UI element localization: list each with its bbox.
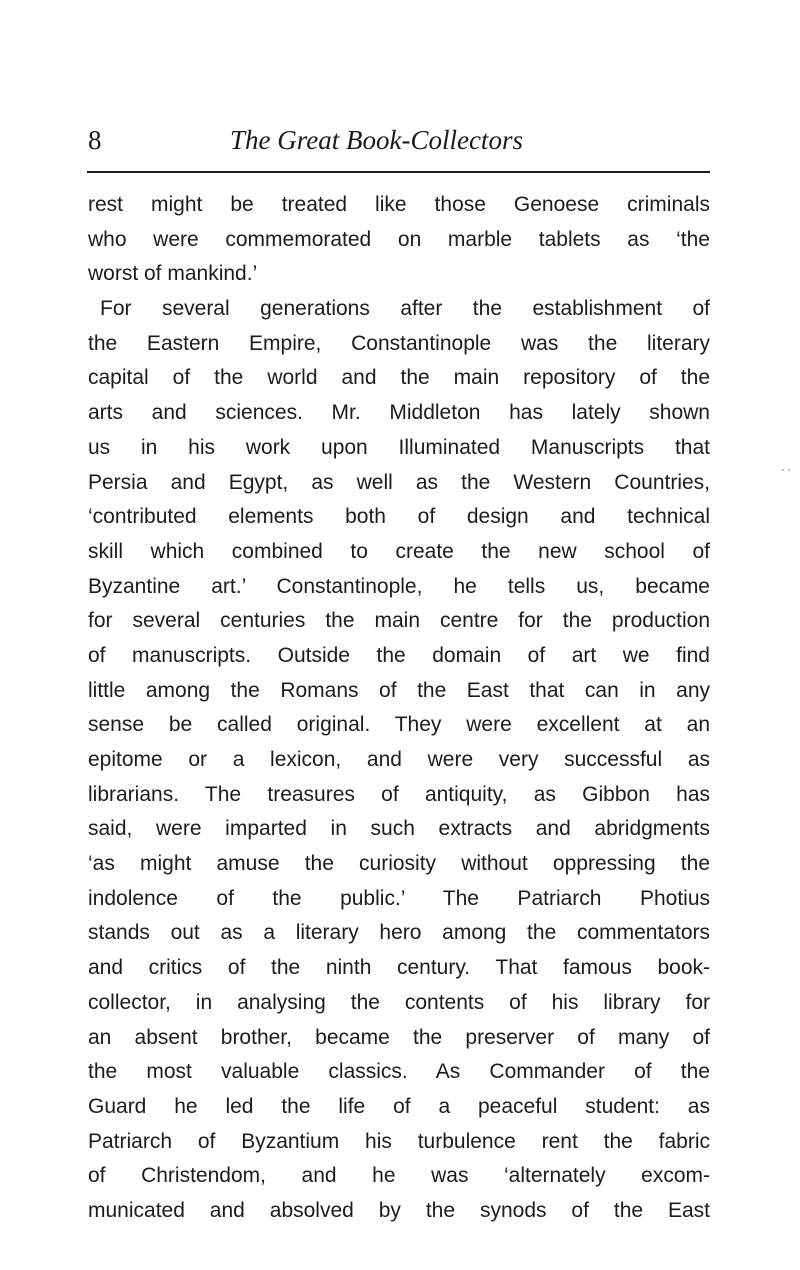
text-line: collector, in analysing the contents of his library for bbox=[88, 990, 710, 1014]
page-header bbox=[88, 122, 718, 162]
text-line: ‘as might amuse the curiosity without oppressing the bbox=[88, 852, 710, 876]
running-title: The Great Book-Collectors bbox=[230, 125, 523, 155]
text-line: the most valuable classics. As Commander of the bbox=[88, 1060, 710, 1084]
text-line: for several centuries the main centre for the production bbox=[88, 609, 710, 633]
text-line: Patriarch of Byzantium his turbulence rent the fabric bbox=[88, 1129, 710, 1153]
text-line: little among the Romans of the East that can in any bbox=[88, 678, 710, 702]
page-number: 8 bbox=[88, 125, 102, 155]
text-line: of Christendom, and he was ‘alternately excom- bbox=[88, 1164, 710, 1188]
text-line: stands out as a literary hero among the commentators bbox=[88, 921, 710, 945]
text-line: For several generations after the establishment of bbox=[100, 297, 710, 321]
text-line: Byzantine art.’ Constantinople, he tells us, became bbox=[88, 574, 710, 598]
header-rule bbox=[87, 171, 710, 173]
text-line: and critics of the ninth century. That famous book- bbox=[88, 956, 710, 980]
text-line: arts and sciences. Mr. Middleton has lately shown bbox=[88, 401, 710, 425]
text-line: Guard he led the life of a peaceful student: as bbox=[88, 1094, 710, 1118]
text-line: an absent brother, became the preserver of many of bbox=[88, 1025, 710, 1049]
body-text bbox=[88, 188, 710, 1229]
text-line: indolence of the public.’ The Patriarch Photius bbox=[88, 886, 710, 910]
text-line: rest might be treated like those Genoese criminals bbox=[88, 193, 710, 216]
margin-speck-mark: ·· bbox=[781, 462, 793, 476]
text-line: worst of mankind.’ bbox=[88, 262, 258, 286]
text-line: skill which combined to create the new school of bbox=[88, 539, 710, 563]
text-line: capital of the world and the main repository of the bbox=[88, 366, 710, 390]
text-line: librarians. The treasures of antiquity, as Gibbon has bbox=[88, 782, 710, 806]
text-line: municated and absolved by the synods of the East bbox=[88, 1198, 710, 1222]
text-line: of manuscripts. Outside the domain of art we find bbox=[88, 643, 710, 667]
text-line: said, were imparted in such extracts and abridgments bbox=[88, 817, 710, 841]
text-line: the Eastern Empire, Constantinople was the literary bbox=[88, 331, 710, 355]
text-line: Persia and Egypt, as well as the Western Countries, bbox=[88, 470, 710, 494]
text-line: who were commemorated on marble tablets as ‘the bbox=[88, 227, 710, 251]
text-line: us in his work upon Illuminated Manuscripts that bbox=[88, 435, 710, 459]
text-line: sense be called original. They were excellent at an bbox=[88, 713, 710, 737]
text-line: ‘contributed elements both of design and technical bbox=[88, 505, 710, 529]
text-line: epitome or a lexicon, and were very successful as bbox=[88, 748, 710, 771]
